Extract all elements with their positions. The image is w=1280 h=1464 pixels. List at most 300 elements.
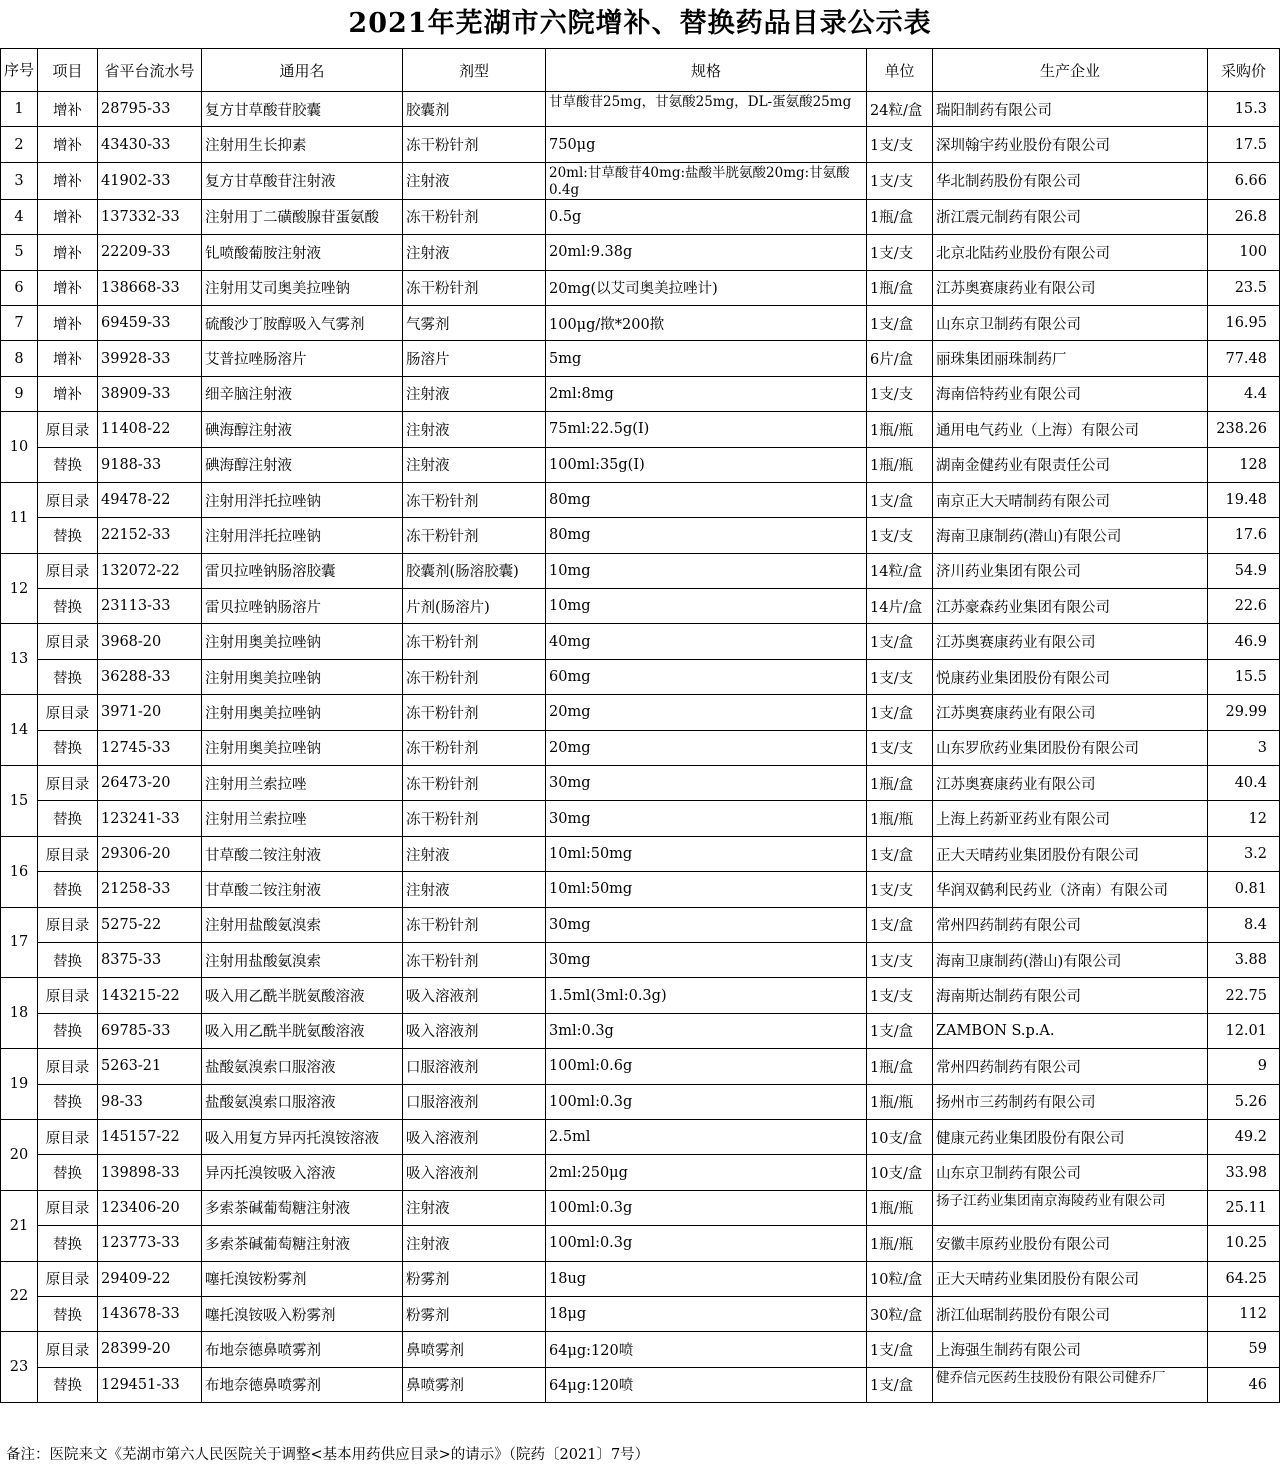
row-code: 137332-33 bbox=[98, 199, 202, 234]
row-price: 46 bbox=[1208, 1367, 1280, 1402]
table-row bbox=[1, 978, 1280, 1013]
row-company: 健乔信元医药生技股份有限公司健乔厂 bbox=[933, 1367, 1208, 1402]
table-row bbox=[1, 1296, 1280, 1331]
row-code: 123241-33 bbox=[98, 801, 202, 836]
row-spec: 18μg bbox=[546, 1296, 867, 1331]
header-price: 采购价 bbox=[1208, 49, 1280, 92]
row-name: 钆喷酸葡胺注射液 bbox=[202, 235, 403, 270]
row-name: 艾普拉唑肠溶片 bbox=[202, 341, 403, 376]
row-company: ZAMBON S.p.A. bbox=[933, 1013, 1208, 1048]
row-price: 6.66 bbox=[1208, 162, 1280, 199]
header-code: 省平台流水号 bbox=[98, 49, 202, 92]
table-row bbox=[1, 447, 1280, 482]
row-name: 碘海醇注射液 bbox=[202, 447, 403, 482]
row-price: 10.25 bbox=[1208, 1226, 1280, 1261]
row-price: 8.4 bbox=[1208, 907, 1280, 942]
row-spec: 20ml:9.38g bbox=[546, 235, 867, 270]
row-company: 山东京卫制药有限公司 bbox=[933, 305, 1208, 340]
row-unit: 1支/支 bbox=[867, 942, 933, 977]
row-form: 鼻喷雾剂 bbox=[403, 1332, 546, 1367]
row-name: 多索茶碱葡萄糖注射液 bbox=[202, 1226, 403, 1261]
row-spec: 30mg bbox=[546, 907, 867, 942]
row-form: 吸入溶液剂 bbox=[403, 1013, 546, 1048]
row-spec: 100ml:0.3g bbox=[546, 1084, 867, 1119]
header-row bbox=[1, 49, 1280, 92]
row-name: 注射用兰索拉唑 bbox=[202, 801, 403, 836]
row-company: 上海强生制药有限公司 bbox=[933, 1332, 1208, 1367]
row-type: 原目录 bbox=[38, 482, 98, 517]
row-company: 华润双鹤利民药业（济南）有限公司 bbox=[933, 872, 1208, 907]
row-unit: 1瓶/盒 bbox=[867, 199, 933, 234]
row-form: 吸入溶液剂 bbox=[403, 1155, 546, 1190]
row-seq: 17 bbox=[1, 907, 38, 978]
row-code: 29409-22 bbox=[98, 1261, 202, 1296]
row-company: 江苏豪森药业集团有限公司 bbox=[933, 589, 1208, 624]
row-unit: 1瓶/瓶 bbox=[867, 1084, 933, 1119]
table-row bbox=[1, 1049, 1280, 1084]
row-form: 冻干粉针剂 bbox=[403, 907, 546, 942]
row-company: 浙江震元制药有限公司 bbox=[933, 199, 1208, 234]
row-form: 注射液 bbox=[403, 1226, 546, 1261]
row-company: 瑞阳制药有限公司 bbox=[933, 92, 1208, 127]
row-price: 54.9 bbox=[1208, 553, 1280, 588]
row-company: 江苏奥赛康药业有限公司 bbox=[933, 695, 1208, 730]
row-type: 替换 bbox=[38, 872, 98, 907]
row-unit: 1支/盒 bbox=[867, 1367, 933, 1402]
row-form: 冻干粉针剂 bbox=[403, 801, 546, 836]
row-name: 硫酸沙丁胺醇吸入气雾剂 bbox=[202, 305, 403, 340]
row-type: 增补 bbox=[38, 199, 98, 234]
row-form: 吸入溶液剂 bbox=[403, 1119, 546, 1154]
row-price: 3 bbox=[1208, 730, 1280, 765]
row-code: 36288-33 bbox=[98, 659, 202, 694]
row-price: 16.95 bbox=[1208, 305, 1280, 340]
row-unit: 1瓶/瓶 bbox=[867, 412, 933, 447]
row-price: 23.5 bbox=[1208, 270, 1280, 305]
row-name: 注射用奥美拉唑钠 bbox=[202, 730, 403, 765]
row-price: 33.98 bbox=[1208, 1155, 1280, 1190]
row-price: 3.2 bbox=[1208, 836, 1280, 871]
table-row bbox=[1, 801, 1280, 836]
row-form: 粉雾剂 bbox=[403, 1296, 546, 1331]
row-type: 原目录 bbox=[38, 907, 98, 942]
row-spec: 100μg/揿*200揿 bbox=[546, 305, 867, 340]
row-form: 注射液 bbox=[403, 235, 546, 270]
row-form: 注射液 bbox=[403, 872, 546, 907]
row-spec: 30mg bbox=[546, 766, 867, 801]
row-type: 替换 bbox=[38, 447, 98, 482]
row-code: 139898-33 bbox=[98, 1155, 202, 1190]
row-price: 64.25 bbox=[1208, 1261, 1280, 1296]
row-form: 冻干粉针剂 bbox=[403, 766, 546, 801]
row-type: 原目录 bbox=[38, 1332, 98, 1367]
row-company: 上海上药新亚药业有限公司 bbox=[933, 801, 1208, 836]
table-row bbox=[1, 1084, 1280, 1119]
row-form: 冻干粉针剂 bbox=[403, 730, 546, 765]
row-unit: 10支/盒 bbox=[867, 1119, 933, 1154]
row-code: 49478-22 bbox=[98, 482, 202, 517]
row-name: 吸入用乙酰半胱氨酸溶液 bbox=[202, 1013, 403, 1048]
row-code: 98-33 bbox=[98, 1084, 202, 1119]
row-company: 江苏奥赛康药业有限公司 bbox=[933, 624, 1208, 659]
row-unit: 1支/支 bbox=[867, 518, 933, 553]
row-company: 北京北陆药业股份有限公司 bbox=[933, 235, 1208, 270]
row-unit: 10粒/盒 bbox=[867, 1261, 933, 1296]
row-form: 胶囊剂 bbox=[403, 92, 546, 127]
table-row bbox=[1, 235, 1280, 270]
row-unit: 1支/支 bbox=[867, 659, 933, 694]
row-unit: 24粒/盒 bbox=[867, 92, 933, 127]
row-form: 鼻喷雾剂 bbox=[403, 1367, 546, 1402]
row-code: 143215-22 bbox=[98, 978, 202, 1013]
row-name: 异丙托溴铵吸入溶液 bbox=[202, 1155, 403, 1190]
row-code: 123406-20 bbox=[98, 1190, 202, 1225]
row-price: 17.6 bbox=[1208, 518, 1280, 553]
row-seq: 7 bbox=[1, 305, 38, 340]
table-row bbox=[1, 659, 1280, 694]
row-form: 冻干粉针剂 bbox=[403, 659, 546, 694]
row-type: 替换 bbox=[38, 942, 98, 977]
row-form: 注射液 bbox=[403, 1190, 546, 1225]
row-company: 海南卫康制药(潜山)有限公司 bbox=[933, 518, 1208, 553]
table-row bbox=[1, 730, 1280, 765]
row-code: 3971-20 bbox=[98, 695, 202, 730]
row-price: 59 bbox=[1208, 1332, 1280, 1367]
row-company: 丽珠集团丽珠制药厂 bbox=[933, 341, 1208, 376]
row-name: 噻托溴铵吸入粉雾剂 bbox=[202, 1296, 403, 1331]
row-name: 盐酸氨溴索口服溶液 bbox=[202, 1049, 403, 1084]
table-row bbox=[1, 766, 1280, 801]
row-type: 替换 bbox=[38, 589, 98, 624]
row-type: 原目录 bbox=[38, 695, 98, 730]
row-form: 冻干粉针剂 bbox=[403, 482, 546, 517]
row-name: 碘海醇注射液 bbox=[202, 412, 403, 447]
row-company: 山东京卫制药有限公司 bbox=[933, 1155, 1208, 1190]
row-type: 替换 bbox=[38, 801, 98, 836]
row-spec: 10mg bbox=[546, 553, 867, 588]
row-form: 胶囊剂(肠溶胶囊) bbox=[403, 553, 546, 588]
row-price: 25.11 bbox=[1208, 1190, 1280, 1225]
header-company: 生产企业 bbox=[933, 49, 1208, 92]
row-unit: 14粒/盒 bbox=[867, 553, 933, 588]
row-name: 注射用艾司奥美拉唑钠 bbox=[202, 270, 403, 305]
row-form: 冻干粉针剂 bbox=[403, 942, 546, 977]
row-code: 143678-33 bbox=[98, 1296, 202, 1331]
row-unit: 1支/盒 bbox=[867, 305, 933, 340]
row-code: 129451-33 bbox=[98, 1367, 202, 1402]
row-company: 健康元药业集团股份有限公司 bbox=[933, 1119, 1208, 1154]
row-unit: 1瓶/瓶 bbox=[867, 801, 933, 836]
row-price: 4.4 bbox=[1208, 376, 1280, 411]
row-code: 43430-33 bbox=[98, 127, 202, 162]
row-seq: 22 bbox=[1, 1261, 38, 1332]
row-code: 3968-20 bbox=[98, 624, 202, 659]
row-seq: 18 bbox=[1, 978, 38, 1049]
row-type: 替换 bbox=[38, 1084, 98, 1119]
row-type: 增补 bbox=[38, 127, 98, 162]
row-unit: 1瓶/盒 bbox=[867, 270, 933, 305]
row-spec: 100ml:0.3g bbox=[546, 1190, 867, 1225]
row-spec: 5mg bbox=[546, 341, 867, 376]
row-seq: 15 bbox=[1, 766, 38, 837]
row-spec: 80mg bbox=[546, 482, 867, 517]
row-seq: 19 bbox=[1, 1049, 38, 1120]
row-name: 多索茶碱葡萄糖注射液 bbox=[202, 1190, 403, 1225]
row-spec: 80mg bbox=[546, 518, 867, 553]
row-type: 原目录 bbox=[38, 624, 98, 659]
row-company: 山东罗欣药业集团股份有限公司 bbox=[933, 730, 1208, 765]
row-type: 原目录 bbox=[38, 1190, 98, 1225]
row-unit: 1支/支 bbox=[867, 127, 933, 162]
row-name: 注射用丁二磺酸腺苷蛋氨酸 bbox=[202, 199, 403, 234]
row-type: 原目录 bbox=[38, 412, 98, 447]
row-unit: 1瓶/瓶 bbox=[867, 1190, 933, 1225]
header-unit: 单位 bbox=[867, 49, 933, 92]
row-price: 77.48 bbox=[1208, 341, 1280, 376]
row-form: 吸入溶液剂 bbox=[403, 978, 546, 1013]
row-price: 128 bbox=[1208, 447, 1280, 482]
row-price: 15.5 bbox=[1208, 659, 1280, 694]
row-spec: 40mg bbox=[546, 624, 867, 659]
row-type: 原目录 bbox=[38, 978, 98, 1013]
table-row bbox=[1, 1013, 1280, 1048]
row-unit: 10支/盒 bbox=[867, 1155, 933, 1190]
row-code: 11408-22 bbox=[98, 412, 202, 447]
row-seq: 23 bbox=[1, 1332, 38, 1403]
row-name: 注射用盐酸氨溴索 bbox=[202, 907, 403, 942]
table-row bbox=[1, 589, 1280, 624]
row-type: 原目录 bbox=[38, 836, 98, 871]
row-spec: 甘草酸苷25mg，甘氨酸25mg，DL-蛋氨酸25mg bbox=[546, 92, 867, 127]
footnote: 备注：医院来文《芜湖市第六人民医院关于调整<基本用药供应目录>的请示》（院药〔2021〕7号） bbox=[6, 1447, 650, 1463]
row-name: 注射用泮托拉唑钠 bbox=[202, 518, 403, 553]
row-type: 原目录 bbox=[38, 1119, 98, 1154]
row-code: 69459-33 bbox=[98, 305, 202, 340]
row-unit: 1瓶/盒 bbox=[867, 1049, 933, 1084]
row-unit: 1支/盒 bbox=[867, 482, 933, 517]
row-spec: 100ml:0.6g bbox=[546, 1049, 867, 1084]
row-spec: 100ml:0.3g bbox=[546, 1226, 867, 1261]
row-type: 增补 bbox=[38, 376, 98, 411]
row-price: 19.48 bbox=[1208, 482, 1280, 517]
table-row bbox=[1, 482, 1280, 517]
row-name: 雷贝拉唑钠肠溶片 bbox=[202, 589, 403, 624]
row-name: 注射用奥美拉唑钠 bbox=[202, 695, 403, 730]
row-spec: 30mg bbox=[546, 801, 867, 836]
row-type: 增补 bbox=[38, 162, 98, 199]
row-name: 布地奈德鼻喷雾剂 bbox=[202, 1332, 403, 1367]
row-price: 15.3 bbox=[1208, 92, 1280, 127]
row-spec: 2.5ml bbox=[546, 1119, 867, 1154]
row-name: 复方甘草酸苷胶囊 bbox=[202, 92, 403, 127]
row-unit: 1支/支 bbox=[867, 162, 933, 199]
row-company: 深圳翰宇药业股份有限公司 bbox=[933, 127, 1208, 162]
row-unit: 1瓶/瓶 bbox=[867, 1226, 933, 1261]
row-code: 21258-33 bbox=[98, 872, 202, 907]
row-name: 注射用奥美拉唑钠 bbox=[202, 659, 403, 694]
row-type: 替换 bbox=[38, 1296, 98, 1331]
header-seq: 序号 bbox=[1, 49, 38, 92]
row-company: 南京正大天晴制药有限公司 bbox=[933, 482, 1208, 517]
row-company: 海南卫康制药(潜山)有限公司 bbox=[933, 942, 1208, 977]
row-company: 常州四药制药有限公司 bbox=[933, 907, 1208, 942]
row-seq: 12 bbox=[1, 553, 38, 624]
row-code: 123773-33 bbox=[98, 1226, 202, 1261]
row-code: 5275-22 bbox=[98, 907, 202, 942]
table-row bbox=[1, 1226, 1280, 1261]
row-unit: 1支/支 bbox=[867, 872, 933, 907]
table-row bbox=[1, 1119, 1280, 1154]
row-code: 22209-33 bbox=[98, 235, 202, 270]
row-unit: 1支/盒 bbox=[867, 836, 933, 871]
row-price: 112 bbox=[1208, 1296, 1280, 1331]
row-name: 雷贝拉唑钠肠溶胶囊 bbox=[202, 553, 403, 588]
table-row bbox=[1, 1367, 1280, 1402]
table-row bbox=[1, 907, 1280, 942]
table-row bbox=[1, 1261, 1280, 1296]
row-unit: 1支/盒 bbox=[867, 1332, 933, 1367]
row-type: 原目录 bbox=[38, 553, 98, 588]
row-type: 原目录 bbox=[38, 1261, 98, 1296]
header-form: 剂型 bbox=[403, 49, 546, 92]
row-code: 5263-21 bbox=[98, 1049, 202, 1084]
row-name: 吸入用乙酰半胱氨酸溶液 bbox=[202, 978, 403, 1013]
row-type: 增补 bbox=[38, 92, 98, 127]
page-title: 2021年芜湖市六院增补、替换药品目录公示表 bbox=[348, 8, 932, 39]
row-type: 原目录 bbox=[38, 766, 98, 801]
row-code: 26473-20 bbox=[98, 766, 202, 801]
table-row bbox=[1, 305, 1280, 340]
row-unit: 1支/盒 bbox=[867, 624, 933, 659]
row-spec: 10ml:50mg bbox=[546, 836, 867, 871]
row-unit: 6片/盒 bbox=[867, 341, 933, 376]
row-unit: 1支/盒 bbox=[867, 907, 933, 942]
row-company: 海南倍特药业有限公司 bbox=[933, 376, 1208, 411]
row-spec: 64μg:120喷 bbox=[546, 1367, 867, 1402]
row-company: 常州四药制药有限公司 bbox=[933, 1049, 1208, 1084]
header-spec: 规格 bbox=[546, 49, 867, 92]
row-form: 注射液 bbox=[403, 376, 546, 411]
table-body bbox=[1, 92, 1280, 1403]
row-price: 29.99 bbox=[1208, 695, 1280, 730]
row-unit: 14片/盒 bbox=[867, 589, 933, 624]
row-unit: 1支/支 bbox=[867, 235, 933, 270]
row-type: 替换 bbox=[38, 1013, 98, 1048]
row-code: 132072-22 bbox=[98, 553, 202, 588]
row-form: 冻干粉针剂 bbox=[403, 127, 546, 162]
row-company: 悦康药业集团股份有限公司 bbox=[933, 659, 1208, 694]
row-form: 注射液 bbox=[403, 836, 546, 871]
row-price: 26.8 bbox=[1208, 199, 1280, 234]
row-form: 口服溶液剂 bbox=[403, 1049, 546, 1084]
table-row bbox=[1, 376, 1280, 411]
row-code: 39928-33 bbox=[98, 341, 202, 376]
row-form: 注射液 bbox=[403, 447, 546, 482]
row-name: 注射用奥美拉唑钠 bbox=[202, 624, 403, 659]
row-seq: 6 bbox=[1, 270, 38, 305]
row-price: 17.5 bbox=[1208, 127, 1280, 162]
row-spec: 1.5ml(3ml:0.3g) bbox=[546, 978, 867, 1013]
row-form: 注射液 bbox=[403, 162, 546, 199]
row-company: 通用电气药业（上海）有限公司 bbox=[933, 412, 1208, 447]
row-seq: 13 bbox=[1, 624, 38, 695]
row-price: 12 bbox=[1208, 801, 1280, 836]
row-company: 扬子江药业集团南京海陵药业有限公司 bbox=[933, 1190, 1208, 1225]
row-seq: 20 bbox=[1, 1119, 38, 1190]
row-name: 注射用兰索拉唑 bbox=[202, 766, 403, 801]
row-price: 12.01 bbox=[1208, 1013, 1280, 1048]
row-spec: 75ml:22.5g(I) bbox=[546, 412, 867, 447]
row-company: 华北制药股份有限公司 bbox=[933, 162, 1208, 199]
row-code: 12745-33 bbox=[98, 730, 202, 765]
row-code: 9188-33 bbox=[98, 447, 202, 482]
row-spec: 2ml:8mg bbox=[546, 376, 867, 411]
table-row bbox=[1, 872, 1280, 907]
row-spec: 18ug bbox=[546, 1261, 867, 1296]
row-company: 济川药业集团有限公司 bbox=[933, 553, 1208, 588]
table-row bbox=[1, 341, 1280, 376]
row-seq: 5 bbox=[1, 235, 38, 270]
row-unit: 1支/盒 bbox=[867, 695, 933, 730]
row-price: 0.81 bbox=[1208, 872, 1280, 907]
header-name: 通用名 bbox=[202, 49, 403, 92]
row-type: 替换 bbox=[38, 1226, 98, 1261]
row-form: 冻干粉针剂 bbox=[403, 199, 546, 234]
row-company: 安徽丰原药业股份有限公司 bbox=[933, 1226, 1208, 1261]
row-spec: 2ml:250μg bbox=[546, 1155, 867, 1190]
row-form: 冻干粉针剂 bbox=[403, 270, 546, 305]
table-row bbox=[1, 942, 1280, 977]
row-unit: 1支/支 bbox=[867, 376, 933, 411]
row-spec: 20mg(以艾司奥美拉唑计) bbox=[546, 270, 867, 305]
row-unit: 1支/支 bbox=[867, 730, 933, 765]
row-company: 正大天晴药业集团股份有限公司 bbox=[933, 836, 1208, 871]
table-row bbox=[1, 270, 1280, 305]
row-seq: 11 bbox=[1, 482, 38, 553]
row-spec: 20mg bbox=[546, 695, 867, 730]
table-row bbox=[1, 553, 1280, 588]
table-row bbox=[1, 92, 1280, 127]
row-code: 145157-22 bbox=[98, 1119, 202, 1154]
row-spec: 3ml:0.3g bbox=[546, 1013, 867, 1048]
table-row bbox=[1, 162, 1280, 199]
row-type: 增补 bbox=[38, 235, 98, 270]
row-price: 9 bbox=[1208, 1049, 1280, 1084]
row-price: 5.26 bbox=[1208, 1084, 1280, 1119]
row-form: 气雾剂 bbox=[403, 305, 546, 340]
row-spec: 750μg bbox=[546, 127, 867, 162]
row-unit: 1瓶/瓶 bbox=[867, 447, 933, 482]
row-code: 29306-20 bbox=[98, 836, 202, 871]
row-price: 3.88 bbox=[1208, 942, 1280, 977]
table-row bbox=[1, 518, 1280, 553]
row-type: 替换 bbox=[38, 730, 98, 765]
row-code: 28795-33 bbox=[98, 92, 202, 127]
row-form: 肠溶片 bbox=[403, 341, 546, 376]
row-spec: 20ml:甘草酸苷40mg:盐酸半胱氨酸20mg:甘氨酸0.4g bbox=[546, 162, 867, 199]
row-name: 注射用盐酸氨溴索 bbox=[202, 942, 403, 977]
row-code: 69785-33 bbox=[98, 1013, 202, 1048]
row-spec: 10ml:50mg bbox=[546, 872, 867, 907]
row-spec: 64μg:120喷 bbox=[546, 1332, 867, 1367]
table-row bbox=[1, 199, 1280, 234]
row-name: 甘草酸二铵注射液 bbox=[202, 872, 403, 907]
row-price: 238.26 bbox=[1208, 412, 1280, 447]
row-type: 替换 bbox=[38, 1155, 98, 1190]
table-row bbox=[1, 695, 1280, 730]
row-company: 海南斯达制药有限公司 bbox=[933, 978, 1208, 1013]
row-form: 粉雾剂 bbox=[403, 1261, 546, 1296]
